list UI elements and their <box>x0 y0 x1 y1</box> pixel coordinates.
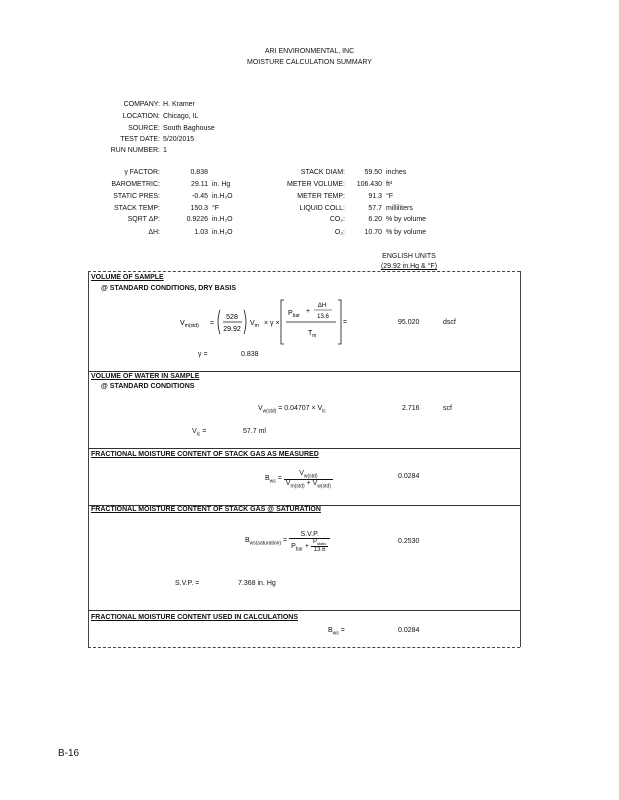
source-label: SOURCE: <box>128 125 160 132</box>
frame-left-border <box>88 271 89 647</box>
formula-times-gamma: × γ × <box>264 320 280 327</box>
section-title: FRACTIONAL MOISTURE CONTENT USED IN CALCULATIONS <box>91 614 299 621</box>
saturation-fraction: S.V.P. $P_{bar}$ + $\frac{P_{static}}{13.6}$ <box>289 531 330 553</box>
run-number-label: RUN NUMBER: <box>110 147 160 154</box>
volume-water-result: 2.716 <box>402 405 420 412</box>
param-unit: % by volume <box>386 229 427 236</box>
param-unit: ft³ <box>386 181 393 188</box>
param-unit: in.H₂O <box>212 216 233 223</box>
formula-vm: $V_m$ <box>250 320 259 329</box>
section-title: VOLUME OF SAMPLE <box>91 274 164 281</box>
param-value: 91.3 <box>368 193 382 200</box>
formula-equals: = <box>210 320 215 327</box>
run-number-value: 1 <box>163 147 167 154</box>
param-unit: inches <box>386 169 407 176</box>
location-label: LOCATION: <box>122 113 160 120</box>
param-value: 57.7 <box>368 205 382 212</box>
formula-lhs: $V_{m(std)}$ <box>180 320 199 329</box>
param-label: SQRT ΔP: <box>127 216 160 223</box>
paren-right-icon <box>244 310 246 334</box>
param-label: O₂: <box>334 229 345 236</box>
param-unit: % by volume <box>386 216 427 223</box>
formula-c3: 13.6 <box>317 314 329 320</box>
vlc-value: 57.7 ml <box>243 428 266 435</box>
param-label: LIQUID COLL: <box>299 205 345 212</box>
used-formula: $B_{ws}$ = <box>328 627 345 637</box>
measured-result: 0.0284 <box>398 473 420 480</box>
volume-water-formula: $V_{w(std)} = 0.04707 \times V_{lc}$ <box>258 405 326 415</box>
gamma-value: 0.838 <box>241 351 259 358</box>
formula-dh: ΔH <box>317 303 327 309</box>
used-result: 0.0284 <box>398 627 420 634</box>
gamma-label: γ = <box>198 351 208 358</box>
param-label: METER TEMP: <box>297 193 345 200</box>
formula-tm: $T_m$ <box>308 330 317 339</box>
param-value: 0.9226 <box>186 216 208 223</box>
param-value: 150.3 <box>190 205 208 212</box>
param-label: METER VOLUME: <box>287 181 345 188</box>
company-value: H. Kramer <box>163 101 195 108</box>
param-unit: °F <box>386 193 394 200</box>
param-value: 59.50 <box>364 169 382 176</box>
section-title: VOLUME OF WATER IN SAMPLE <box>91 373 200 380</box>
company-label: COMPANY: <box>123 101 160 108</box>
vlc-label: $V_{lc}$ = <box>192 428 207 438</box>
svp-value: 7.368 in. Hg <box>238 580 276 587</box>
page-label: B-16 <box>58 748 80 759</box>
param-value: 29.11 <box>191 181 208 188</box>
svp-label: S.V.P. = <box>175 580 200 587</box>
formula-pbar: $P_{bar}$ <box>288 310 300 319</box>
param-label: STACK DIAM: <box>300 169 345 176</box>
param-label: CO₂: <box>329 216 345 223</box>
company-name: ARI ENVIRONMENTAL, INC <box>264 48 355 55</box>
param-label: γ FACTOR: <box>124 169 160 176</box>
formula-c2: 29.92 <box>223 326 241 333</box>
units-header-line1: ENGLISH UNITS <box>382 253 436 260</box>
param-unit: in.H₂O <box>212 193 233 200</box>
volume-sample-formula <box>176 296 356 346</box>
section-divider <box>88 610 520 611</box>
param-label: BAROMETRIC: <box>111 181 160 188</box>
bracket-left-icon <box>281 300 284 344</box>
source-value: South Baghouse <box>163 125 215 132</box>
param-label: STATIC PRES: <box>113 193 160 200</box>
param-value: 0.838 <box>190 169 208 176</box>
param-unit: milliliters <box>386 205 413 212</box>
report-title: MOISTURE CALCULATION SUMMARY <box>247 59 372 66</box>
saturation-result: 0.2530 <box>398 538 420 545</box>
bracket-right-icon <box>338 300 341 344</box>
section-subtitle: @ STANDARD CONDITIONS <box>101 383 195 390</box>
measured-fraction: $\frac{V_{w(std)}}{V_{m(std)} + V_{w(std)}}$ <box>285 470 331 490</box>
formula-equals: = <box>343 319 348 326</box>
volume-sample-unit: dscf <box>443 319 456 326</box>
volume-sample-result: 95.020 <box>398 319 420 326</box>
measured-formula: $B_{ws}$ = $\frac{V_{w(std)}}{V_{m(std)} + V_{w(std)}}$ <box>265 470 331 490</box>
section-divider <box>88 371 520 372</box>
location-value: Chicago, IL <box>163 113 199 120</box>
frame-top-border <box>88 271 520 272</box>
param-value: -0.45 <box>192 193 208 200</box>
param-value: 1.03 <box>194 229 208 236</box>
param-value: 6.20 <box>368 216 382 223</box>
param-unit: °F <box>212 205 220 212</box>
formula-plus: + <box>306 308 311 315</box>
section-subtitle: @ STANDARD CONDITIONS, DRY BASIS <box>101 285 237 292</box>
param-unit: in. Hg <box>212 181 231 188</box>
param-value: 106.430 <box>356 181 382 188</box>
section-divider <box>88 448 520 449</box>
frame-bottom-border <box>88 647 520 648</box>
param-label: STACK TEMP: <box>113 205 160 212</box>
saturation-formula: $B_{ws(saturation)}$ = S.V.P. $P_{bar}$ + $\frac{P_{static}}{13.6}$ <box>245 531 330 553</box>
formula-c1: 528 <box>226 314 238 321</box>
test-date-value: 5/20/2015 <box>163 136 195 143</box>
section-title: FRACTIONAL MOISTURE CONTENT OF STACK GAS @ SATURATION <box>91 506 321 513</box>
frame-right-border <box>520 271 521 647</box>
paren-left-icon <box>218 310 220 334</box>
units-header-line2: (29.92 in.Hg & °F) <box>380 263 438 270</box>
section-title: FRACTIONAL MOISTURE CONTENT OF STACK GAS AS MEASURED <box>91 451 319 458</box>
param-unit: in.H₂O <box>212 229 233 236</box>
test-date-label: TEST DATE: <box>120 136 160 143</box>
param-value: 10.70 <box>364 229 382 236</box>
param-label: ΔH: <box>148 229 160 236</box>
volume-water-unit: scf <box>443 405 452 412</box>
